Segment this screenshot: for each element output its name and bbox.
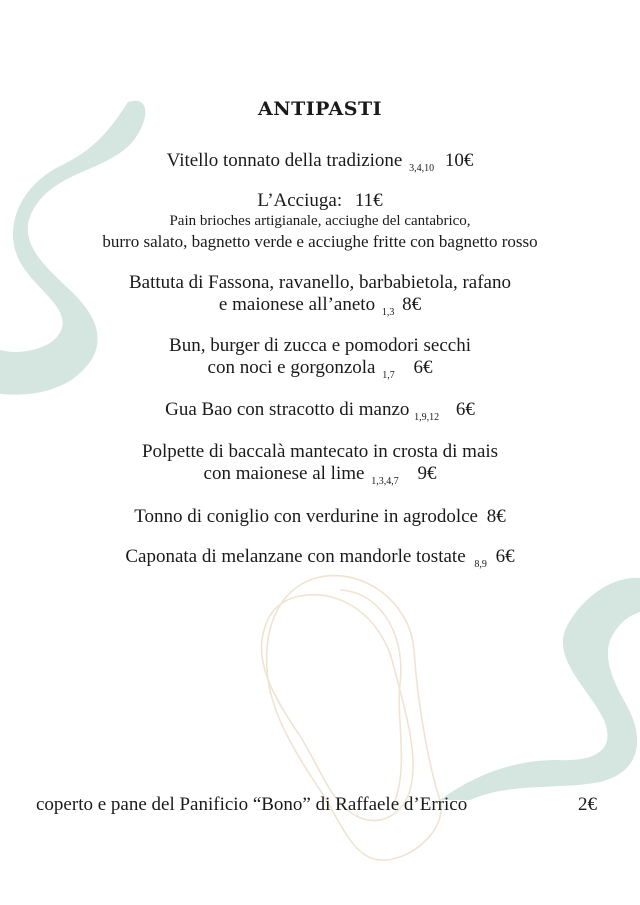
- dish-name: Caponata di melanzane con mandorle tostate: [125, 546, 466, 567]
- menu-item-battuta-fassona-line2: [0, 294, 640, 318]
- dish-name: Bun, burger di zucca e pomodori secchi: [169, 335, 471, 356]
- cover-charge-text: coperto e pane del Panificio “Bono” di Raffaele d’Errico: [36, 794, 468, 815]
- dish-name: Tonno di coniglio con verdurine in agrodolce: [134, 506, 478, 527]
- dish-price: 8€: [402, 294, 422, 315]
- dish-name: con noci e gorgonzola: [207, 357, 376, 378]
- dish-name: L’Acciuga:: [257, 190, 343, 211]
- allergen-codes: 8,9: [474, 558, 487, 570]
- menu-item-polpette-baccala-line2: [0, 463, 640, 487]
- dish-name: con maionese al lime: [203, 463, 365, 484]
- menu-item-bun-burger-line2: [0, 357, 640, 381]
- menu-item-vitello-tonnato: [0, 150, 640, 174]
- dish-name: Polpette di baccalà mantecato in crosta di mais: [141, 441, 499, 462]
- dish-price: 6€: [495, 546, 515, 567]
- section-title: ANTIPASTI: [257, 98, 383, 120]
- dish-price: 6€: [413, 357, 433, 378]
- dish-description: burro salato, bagnetto verde e acciughe fritte con bagnetto rosso: [102, 232, 538, 251]
- dish-name: e maionese all’aneto: [218, 294, 376, 315]
- dish-name: Vitello tonnato della tradizione: [166, 150, 403, 171]
- allergen-codes: 1,9,12: [414, 411, 440, 423]
- dish-name: Battuta di Fassona, ravanello, barbabietola, rafano: [129, 272, 511, 293]
- dish-price: 11€: [354, 190, 383, 211]
- dish-description: Pain brioches artigianale, acciughe del cantabrico,: [169, 213, 471, 229]
- menu-item-acciuga: [0, 190, 640, 212]
- menu-item-battuta-fassona: [0, 272, 640, 294]
- menu-item-bun-burger: [0, 335, 640, 357]
- dish-name: Gua Bao con stracotto di manzo: [165, 399, 410, 420]
- menu-item-tonno-coniglio: [0, 506, 640, 528]
- allergen-codes: 1,3,4,7: [371, 475, 399, 487]
- dish-price: 9€: [417, 463, 437, 484]
- menu-item-caponata: [0, 546, 640, 570]
- menu-item-gua-bao: [0, 399, 640, 423]
- dish-price: 8€: [486, 506, 506, 527]
- dish-price: 10€: [444, 150, 474, 171]
- allergen-codes: 1,3: [381, 306, 395, 318]
- menu-item-polpette-baccala: [0, 441, 640, 463]
- cover-charge-price: 2€: [578, 794, 597, 815]
- allergen-codes: 3,4,10: [409, 162, 435, 174]
- dish-price: 6€: [455, 399, 475, 420]
- allergen-codes: 1,7: [382, 369, 395, 381]
